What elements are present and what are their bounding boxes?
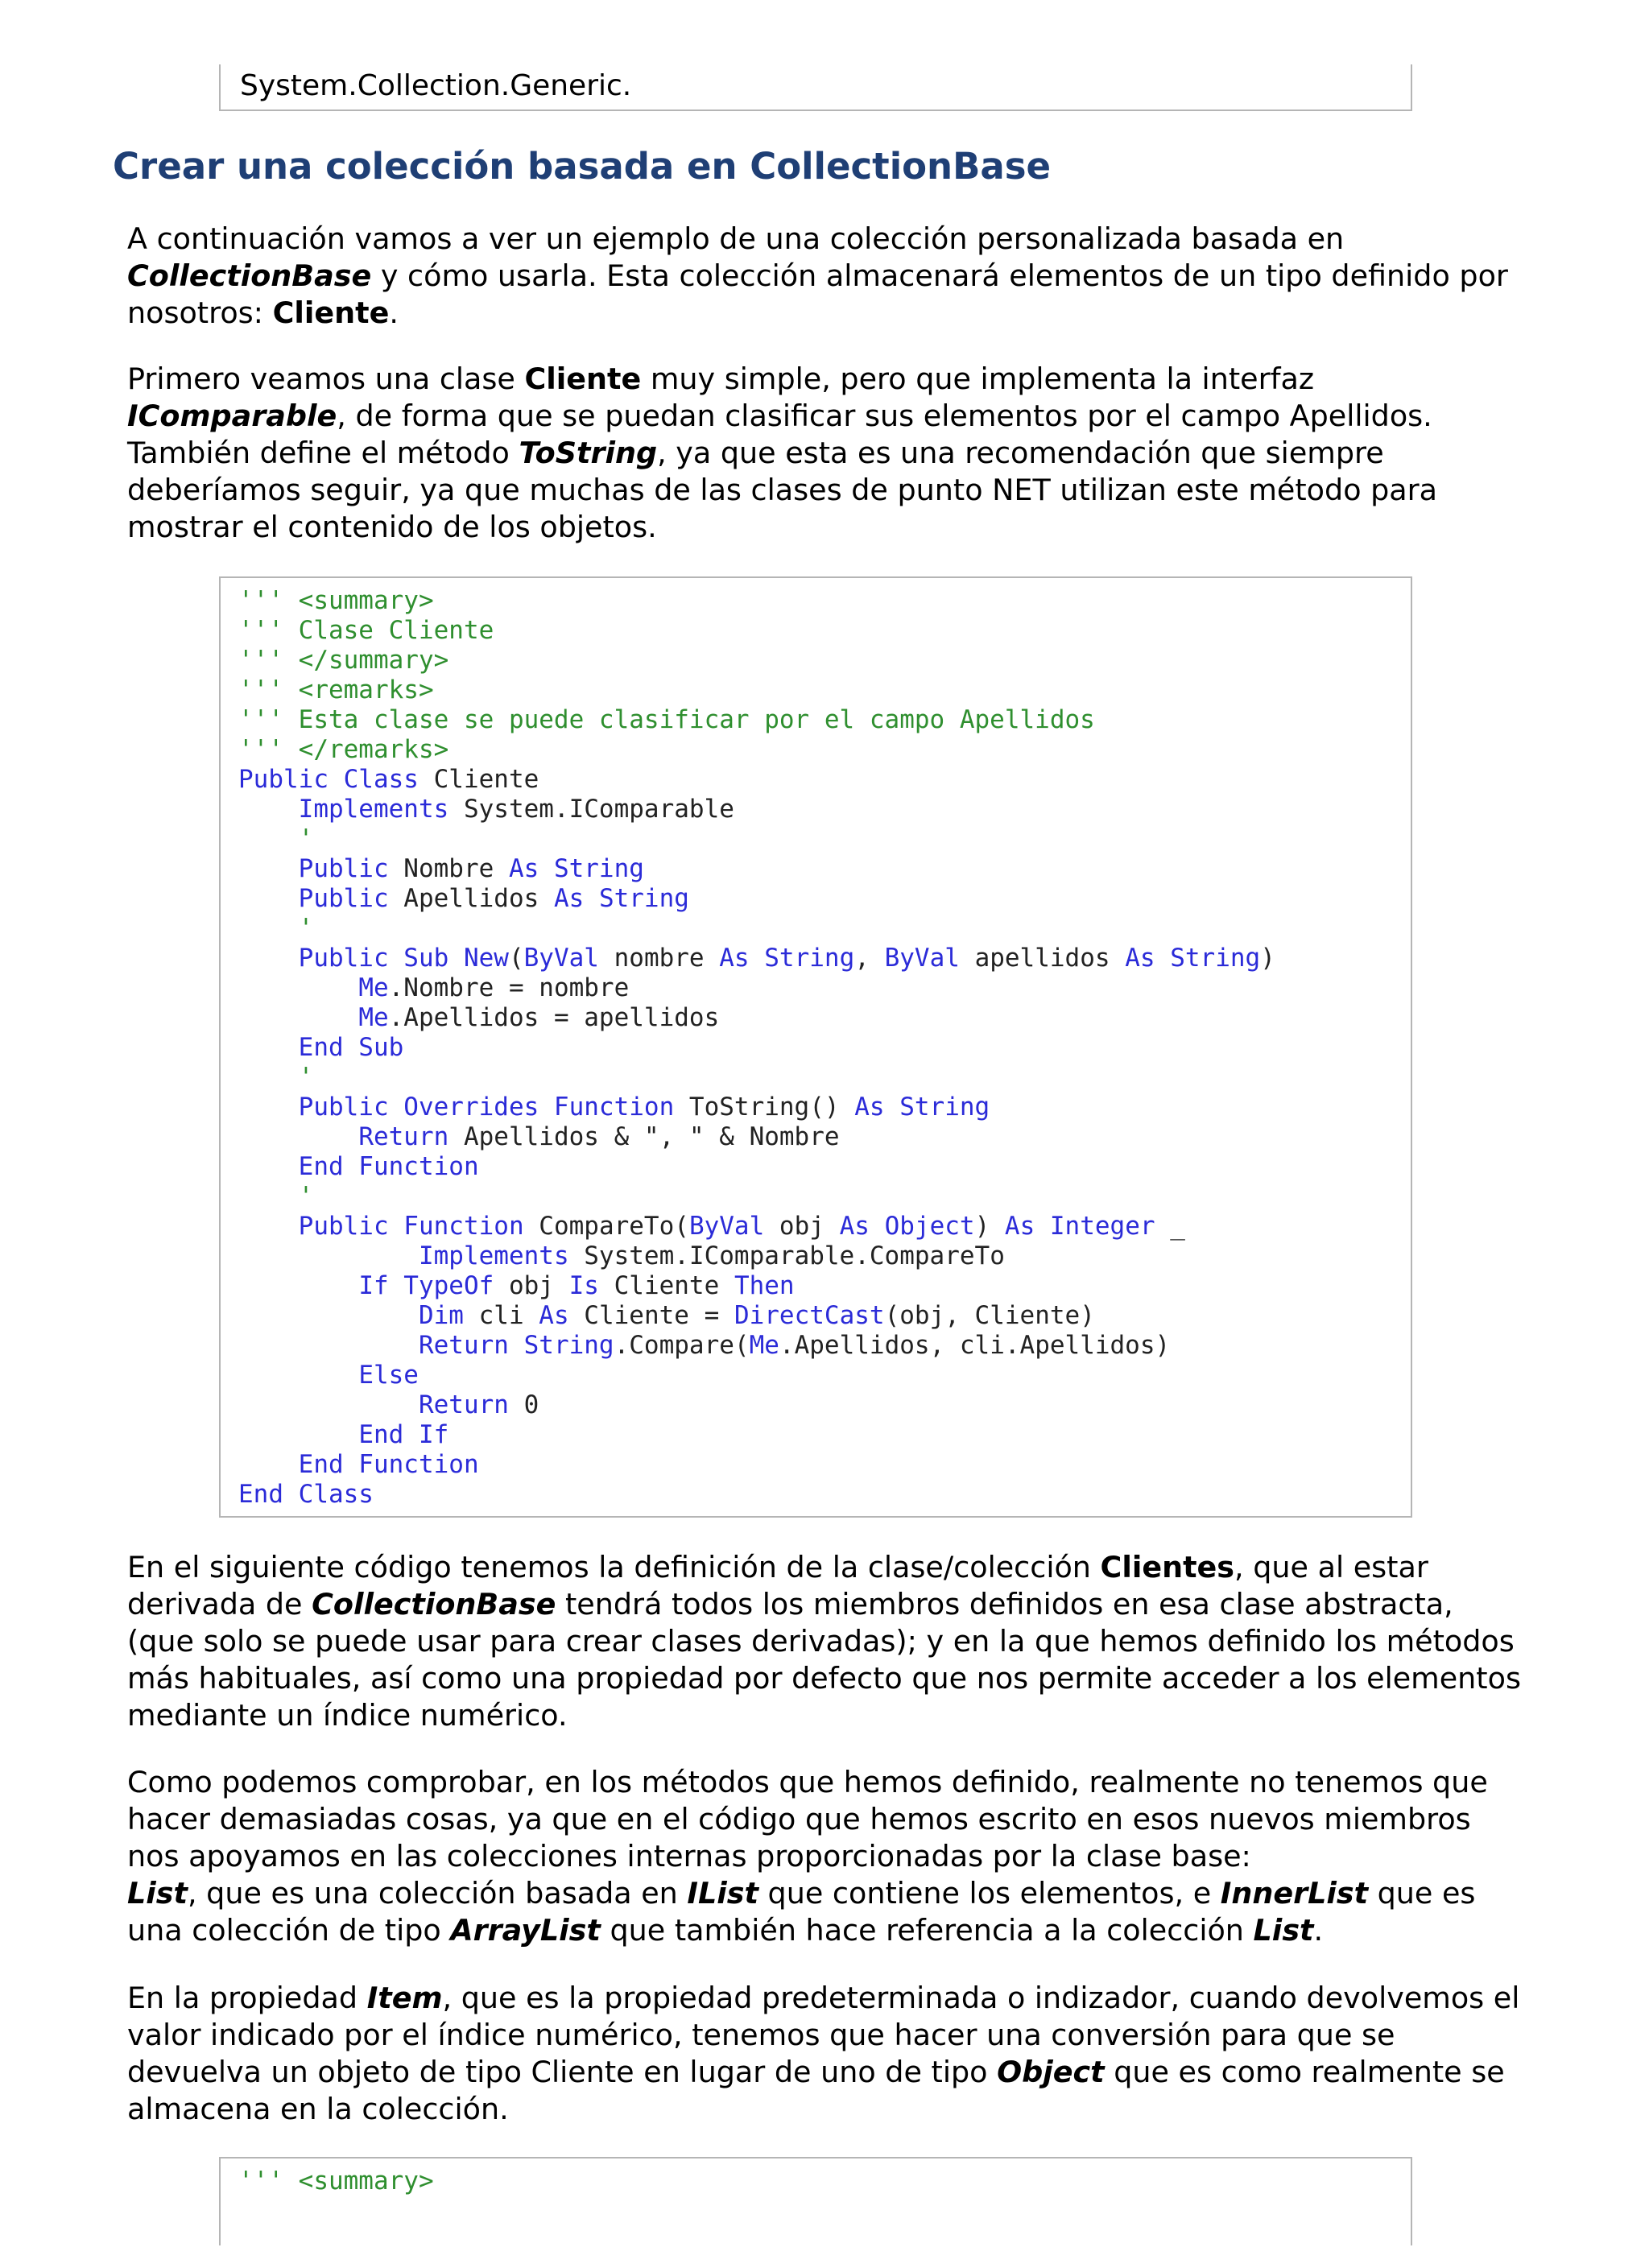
paragraph-clientes-collection — [127, 1549, 1528, 1734]
code-text: Cliente — [418, 765, 539, 794]
text-run: En el siguiente código tenemos la definición de la clase/colección — [127, 1550, 1101, 1584]
emphasis-term: CollectionBase — [312, 1587, 556, 1621]
code-line — [238, 1212, 1411, 1241]
code-line — [238, 824, 1411, 854]
code-keyword: End Function — [298, 1450, 479, 1479]
code-text: ( — [508, 944, 524, 973]
emphasis-term: Object — [997, 2055, 1105, 2089]
code-keyword: Return — [418, 1390, 509, 1419]
code-text: ToString() — [674, 1093, 855, 1122]
code-keyword: As String — [854, 1093, 990, 1122]
code-keyword: DirectCast — [734, 1301, 885, 1330]
code-comment: ''' <summary> — [238, 586, 434, 615]
code-text — [238, 1212, 299, 1241]
code-text: obj — [764, 1212, 840, 1241]
code-line — [238, 1480, 1411, 1510]
code-text — [238, 854, 299, 883]
code-line — [238, 1093, 1411, 1122]
code-line — [238, 586, 1411, 616]
code-text: CompareTo( — [523, 1212, 689, 1241]
text-run: que es como realmente se almacena en la colección. — [127, 2055, 1505, 2126]
code-text — [238, 1301, 419, 1330]
code-keyword: Is — [568, 1271, 599, 1300]
code-keyword: Implements — [418, 1241, 569, 1270]
emphasis-term: ArrayList — [450, 1913, 601, 1948]
code-text — [238, 1003, 358, 1032]
code-line — [238, 1122, 1411, 1152]
code-line — [238, 1182, 1411, 1212]
code-line — [238, 765, 1411, 795]
emphasis-term: Cliente — [272, 295, 390, 330]
code-line — [238, 854, 1411, 884]
code-keyword: Public — [298, 854, 389, 883]
code-comment: ''' Clase Cliente — [238, 616, 494, 645]
code-comment: ' — [298, 914, 314, 943]
code-keyword: End Sub — [298, 1033, 404, 1062]
code-keyword: Implements — [298, 795, 449, 824]
code-text — [238, 824, 299, 853]
code-keyword: End Function — [298, 1152, 479, 1181]
code-text: .Compare( — [614, 1331, 750, 1360]
code-text: ) — [974, 1212, 1005, 1241]
code-text — [238, 1271, 358, 1300]
text-run: Como podemos comprobar, en los métodos que hemos definido, realmente no tenemos que hacer demasiadas cosas, ya que en el código que hemos escrito en esos nuevos miembros nos apoyamos en las colecciones internas proporcionadas por la clase base: — [127, 1765, 1488, 1873]
code-text — [238, 1122, 358, 1151]
code-text — [238, 973, 358, 1002]
code-block-clientes-start — [219, 2157, 1412, 2245]
code-text: System.IComparable — [448, 795, 734, 824]
code-line — [238, 1420, 1411, 1450]
code-keyword: Public Overrides Function — [298, 1093, 675, 1122]
code-keyword: Dim — [418, 1301, 464, 1330]
code-text: apellidos — [959, 944, 1126, 973]
code-text: cli — [463, 1301, 539, 1330]
code-keyword: As String — [508, 854, 644, 883]
code-text: .Apellidos = apellidos — [388, 1003, 720, 1032]
namespace-text: System.Collection.Generic. — [240, 69, 632, 102]
code-text — [238, 914, 299, 943]
code-keyword: End Class — [238, 1480, 374, 1509]
text-run: que también hace referencia a la colección — [600, 1913, 1254, 1948]
code-comment: ' — [298, 1063, 314, 1092]
code-line — [238, 1241, 1411, 1271]
code-line — [238, 1390, 1411, 1420]
emphasis-term: InnerList — [1220, 1876, 1369, 1911]
code-keyword: ByVal — [884, 944, 960, 973]
paragraph-item-property — [127, 1980, 1528, 2128]
code-text: ) — [1260, 944, 1275, 973]
code-text: Cliente = — [568, 1301, 734, 1330]
code-comment: ''' Esta clase se puede clasificar por el campo Apellidos — [238, 705, 1095, 734]
code-line — [238, 616, 1411, 646]
code-keyword: As — [539, 1301, 569, 1330]
code-text: Nombre — [388, 854, 509, 883]
paragraph-intro — [127, 221, 1528, 332]
code-line — [238, 1271, 1411, 1301]
emphasis-term: IList — [687, 1876, 758, 1911]
code-line — [238, 1301, 1411, 1331]
code-comment: ''' </remarks> — [238, 735, 449, 764]
text-run: y cómo usarla. Esta colección almacenará elementos de un tipo definido por nosotros: — [127, 258, 1508, 330]
code-text: _ — [1155, 1212, 1185, 1241]
code-comment: ''' </summary> — [238, 646, 449, 675]
code-line — [238, 646, 1411, 675]
code-line — [238, 1331, 1411, 1361]
text-run: . — [389, 295, 399, 330]
emphasis-term: Item — [366, 1981, 443, 2015]
paragraph-internal-collections — [127, 1764, 1528, 1949]
code-line — [238, 884, 1411, 914]
code-line — [238, 944, 1411, 973]
code-keyword: Me — [358, 1003, 389, 1032]
code-line — [238, 1033, 1411, 1063]
code-keyword: ByVal — [688, 1212, 765, 1241]
code-keyword: As Integer — [1004, 1212, 1155, 1241]
code-keyword: Public Class — [238, 765, 419, 794]
previous-code-block-tail — [219, 64, 1412, 111]
code-comment: ' — [298, 1182, 314, 1211]
code-text — [238, 1450, 299, 1479]
code-text: , — [854, 944, 885, 973]
code-line — [238, 973, 1411, 1003]
code-text — [238, 1033, 299, 1062]
emphasis-term: List — [1253, 1913, 1314, 1948]
emphasis-term: CollectionBase — [127, 258, 372, 293]
code-text: .Apellidos, cli.Apellidos) — [779, 1331, 1171, 1360]
code-line — [238, 705, 1411, 735]
code-keyword: As String — [553, 884, 689, 913]
code-text: Apellidos — [388, 884, 554, 913]
code-keyword: Else — [358, 1361, 419, 1390]
code-keyword: As String — [1125, 944, 1261, 973]
code-text — [238, 884, 299, 913]
code-text: (obj, Cliente) — [884, 1301, 1095, 1330]
code-keyword: End If — [358, 1420, 449, 1449]
code-text — [238, 1390, 419, 1419]
emphasis-term: List — [127, 1876, 188, 1911]
code-line — [238, 675, 1411, 705]
code-keyword: Me — [358, 973, 389, 1002]
code-keyword: Return String — [418, 1331, 614, 1360]
code-text — [238, 1420, 358, 1449]
code-text: .Nombre = nombre — [388, 973, 630, 1002]
code-text: obj — [494, 1271, 569, 1300]
text-run: A continuación vamos a ver un ejemplo de una colección personalizada basada en — [127, 221, 1345, 256]
text-run: , que es la propiedad predeterminada o indizador, cuando devolvemos el valor indicado por el índice numérico, tenemos que hacer una conversión para que se devuelva un objeto de tipo Cliente en lugar de uno de tipo — [127, 1981, 1520, 2089]
code-text — [238, 1152, 299, 1181]
code-comment: ''' <remarks> — [238, 675, 434, 704]
code-text — [238, 1331, 419, 1360]
text-run: , que es una colección basada en — [187, 1876, 688, 1911]
code-text: Cliente — [598, 1271, 734, 1300]
text-run: , que al estar derivada de — [127, 1550, 1428, 1621]
emphasis-term: Clientes — [1100, 1550, 1235, 1584]
code-line — [238, 1003, 1411, 1033]
text-run: muy simple, pero que implementa la interfaz — [641, 361, 1314, 396]
text-run: , de forma que se puedan clasificar sus elementos por el campo Apellidos. También define el método — [127, 399, 1432, 470]
text-run: que contiene los elementos, e — [758, 1876, 1221, 1911]
code-text: 0 — [508, 1390, 539, 1419]
code-line — [238, 2167, 1411, 2196]
code-text — [238, 1361, 358, 1390]
code-block-cliente — [219, 576, 1412, 1518]
code-keyword: Public Function — [298, 1212, 524, 1241]
text-run: Primero veamos una clase — [127, 361, 525, 396]
code-line — [238, 914, 1411, 944]
code-keyword: Public Sub New — [298, 944, 509, 973]
text-run: . — [1313, 1913, 1324, 1948]
text-run: tendrá todos los miembros definidos en esa clase abstracta, (que solo se puede usar para crear clases derivadas); y en la que hemos definido los métodos más habituales, así como una propiedad por defecto que nos permite acceder a los elementos mediante un índice numérico. — [127, 1587, 1521, 1733]
code-line — [238, 735, 1411, 765]
code-line — [238, 1450, 1411, 1480]
code-keyword: As Object — [839, 1212, 975, 1241]
code-keyword: Public — [298, 884, 389, 913]
code-comment: ' — [298, 824, 314, 853]
emphasis-term: Cliente — [524, 361, 642, 396]
code-text: System.IComparable.CompareTo — [568, 1241, 1005, 1270]
code-line — [238, 1152, 1411, 1182]
code-text — [238, 1241, 419, 1270]
code-keyword: ByVal — [523, 944, 599, 973]
code-keyword: Return — [358, 1122, 449, 1151]
code-text — [238, 1093, 299, 1122]
code-line — [238, 1063, 1411, 1093]
code-text — [238, 795, 299, 824]
text-run: , ya que esta es una recomendación que siempre deberíamos seguir, ya que muchas de las clases de punto NET utilizan este método para mostrar el contenido de los objetos. — [127, 436, 1438, 544]
code-keyword: As String — [719, 944, 855, 973]
code-text — [238, 1063, 299, 1092]
code-text — [238, 1182, 299, 1211]
emphasis-term: ToString — [519, 436, 658, 470]
emphasis-term: IComparable — [127, 399, 337, 433]
text-run: En la propiedad — [127, 1981, 367, 2015]
paragraph-cliente-class — [127, 361, 1528, 546]
code-keyword: Then — [734, 1271, 795, 1300]
text-run: que es una colección de tipo — [127, 1876, 1476, 1948]
code-keyword: If TypeOf — [358, 1271, 494, 1300]
code-text — [238, 944, 299, 973]
code-line — [238, 795, 1411, 824]
code-line — [238, 1361, 1411, 1390]
code-text: Apellidos & ", " & Nombre — [448, 1122, 840, 1151]
code-keyword: Me — [749, 1331, 779, 1360]
section-heading: Crear una colección basada en CollectionBase — [113, 145, 1052, 188]
code-text: nombre — [598, 944, 720, 973]
code-comment: ''' <summary> — [238, 2167, 434, 2196]
